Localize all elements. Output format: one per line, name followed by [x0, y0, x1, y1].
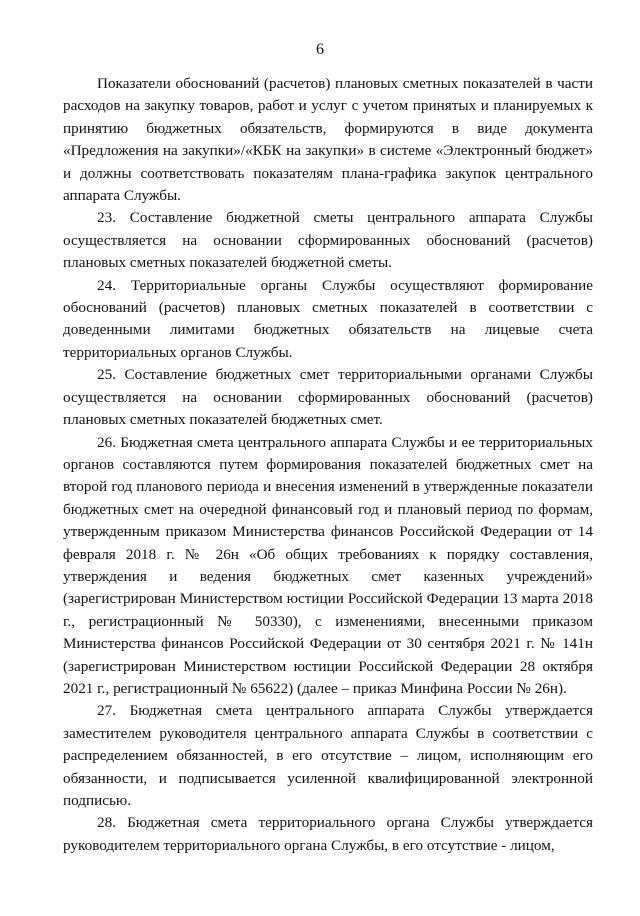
paragraph-26: 26. Бюджетная смета центрального аппарата Службы и ее территориальных органов составляются путем формирования показателей бюджетных смет на второй год планового периода и внесения изменений в утвержденные показатели бюджетных смет на очередной финансовый год и плановый период по формам, утвержденным приказом Министерства финансов Российской Федерации от 14 февраля 2018 г. № 26н «Об общих требованиях к порядку составления, утверждения и ведения бюджетных смет казенных учреждений» (зарегистрирован Министерством юстиции Российской Федерации 13 марта 2018 г., регистрационный № 50330), с изменениями, внесенными приказом Министерства финансов Российской Федерации от 30 сентября 2021 г. № 141н (зарегистрирован Министерством юстиции Российской Федерации 28 октября 2021 г., регистрационный № 65622) (далее – приказ Минфина России № 26н).: [63, 433, 593, 697]
paragraph-23: 23. Составление бюджетной сметы центрального аппарата Службы осуществляется на основании сформированных обоснований (расчетов) плановых сметных показателей бюджетной сметы.: [63, 209, 593, 272]
paragraph-27: 27. Бюджетная смета центрального аппарата Службы утверждается заместителем руководителя центрального аппарата Службы в соответствии с распределением обязанностей, в его отсутствие – лицом, исполняющим его обязанности, и подписывается усиленной квалифицированной электронной подписью.: [63, 702, 593, 809]
document-body: [63, 73, 593, 857]
paragraph-24: 24. Территориальные органы Службы осуществляют формирование обоснований (расчетов) плановых сметных показателей в соответствии с доведенными лимитами бюджетных обязательств на лицевые счета территориальных органов Службы.: [63, 276, 593, 361]
paragraph-25: 25. Составление бюджетных смет территориальными органами Службы осуществляется на основании сформированных обоснований (расчетов) плановых сметных показателей бюджетных смет.: [63, 366, 593, 429]
paragraph-intro: Показатели обоснований (расчетов) плановых сметных показателей в части расходов на закупку товаров, работ и услуг с учетом принятых и планируемых к принятию бюджетных обязательств, формируются в виде документа «Предложения на закупки»/«КБК на закупки» в системе «Электронный бюджет» и должны соответствовать показателям плана-графика закупок центрального аппарата Службы.: [63, 75, 593, 205]
page-number: 6: [316, 41, 324, 58]
paragraph-28: 28. Бюджетная смета территориального органа Службы утверждается руководителем территориального органа Службы, в его отсутствие - лицом,: [63, 814, 593, 854]
